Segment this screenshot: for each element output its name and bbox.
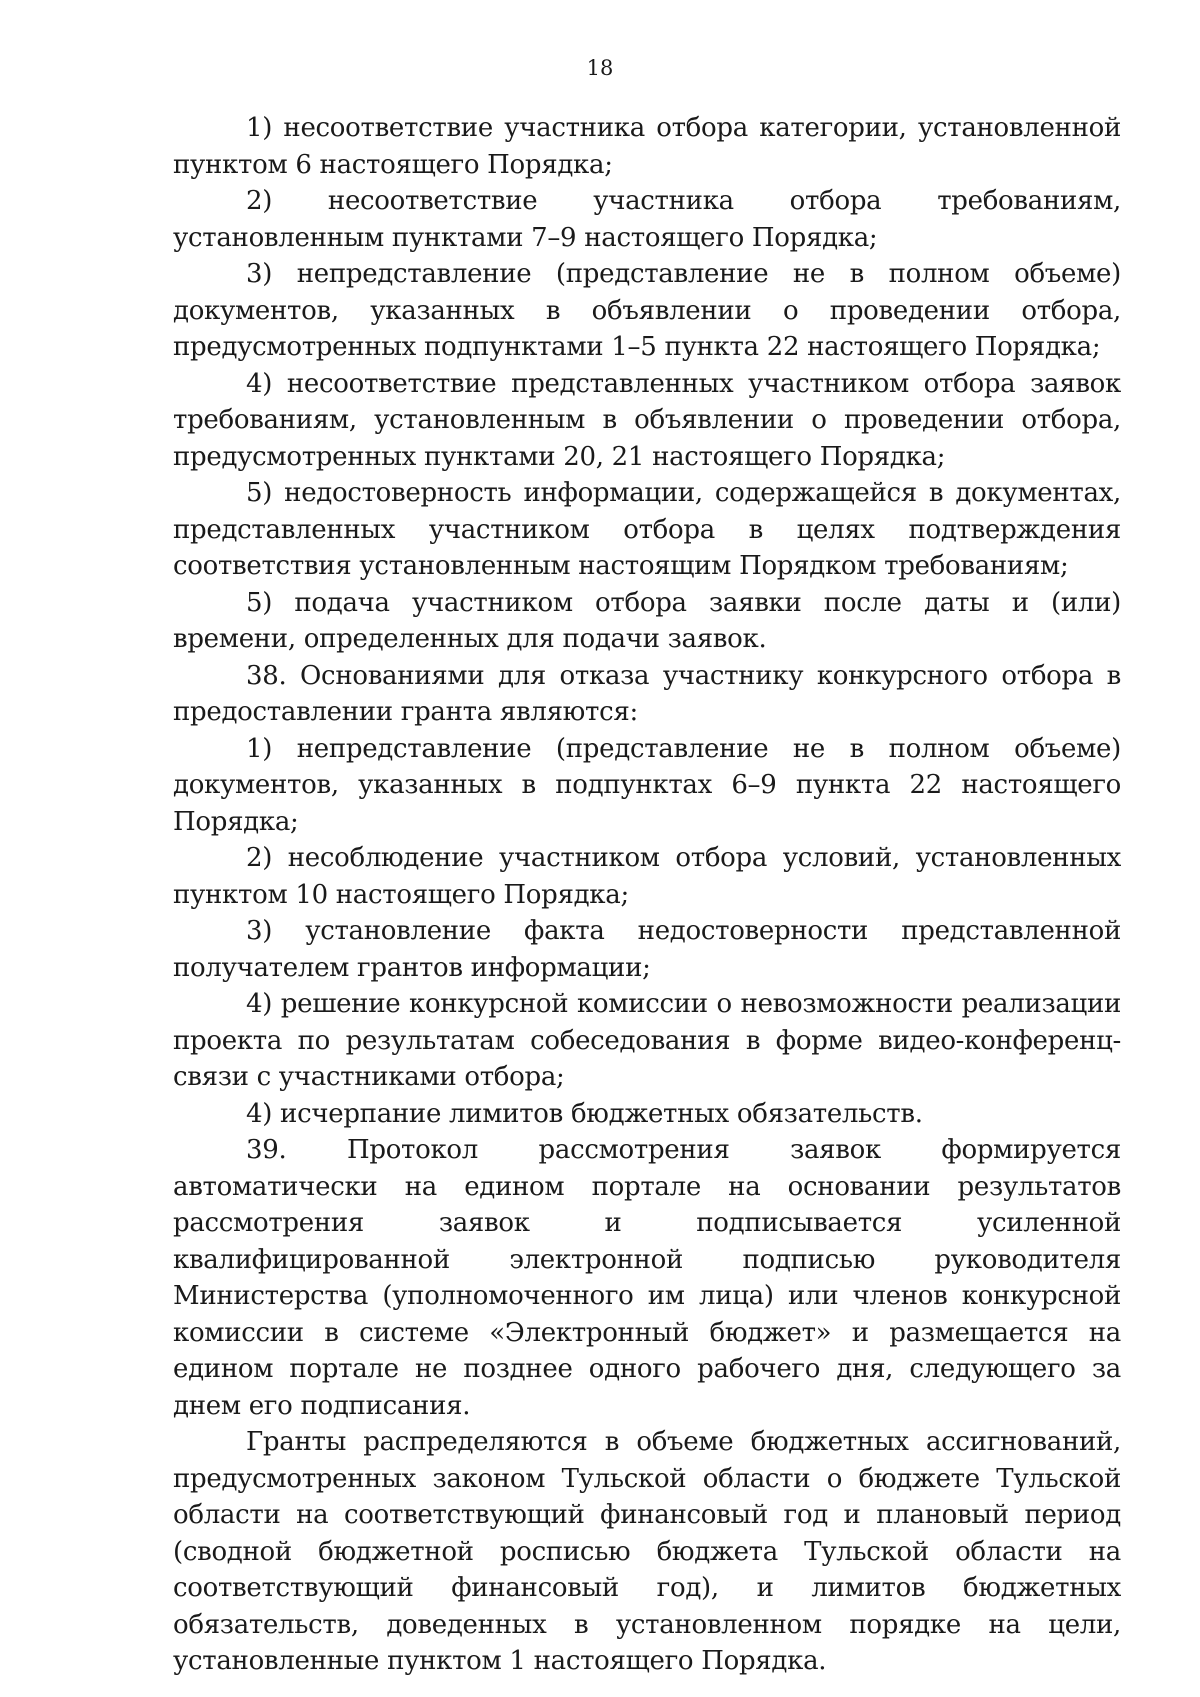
paragraph-item-1-missing-documents: 1) непредставление (представление не в полном объеме) документов, указанных в подпунктах 6–9 пункта 22 настоящего Порядка; [173,733,1121,837]
paragraph-clause-39: 39. Протокол рассмотрения заявок формируется автоматически на едином портале на основании результатов рассмотрения заявок и подписывается усиленной квалифицированной электронной подписью руководителя Министерства (уполномоченного им лица) или членов конкурсной комиссии в системе «Электронный бюджет» и размещается на едином портале не позднее одного рабочего дня, следующего за днем его подписания. [173,1135,1121,1421]
paragraph-item-2-requirements-mismatch: 2) несоответствие участника отбора требованиям, установленным пунктами 7–9 настоящего Порядка; [173,186,1121,253]
paragraph-clause-38: 38. Основаниями для отказа участнику конкурсного отбора в предоставлении гранта являются: [173,660,1121,727]
paragraph-grants-distribution: Гранты распределяются в объеме бюджетных ассигнований, предусмотренных законом Тульской области о бюджете Тульской области на соответствующий финансовый год и плановый период (сводной бюджетной росписью бюджета Тульской области на соответствующий финансовый год), и лимитов бюджетных обязательств, доведенных в установленном порядке на цели, установленные пунктом 1 настоящего Порядка. [173,1427,1121,1676]
paragraph-item-4-application-mismatch: 4) несоответствие представленных участником отбора заявок требованиям, установленным в объявлении о проведении отбора, предусмотренных пунктами 20, 21 настоящего Порядка; [173,368,1121,472]
paragraph-item-5-late-submission: 5) подача участником отбора заявки после даты и (или) времени, определенных для подачи заявок. [173,587,1121,654]
paragraph-item-4-commission-decision: 4) решение конкурсной комиссии о невозможности реализации проекта по результатам собеседования в форме видео-конференц-связи с участниками отбора; [173,989,1121,1092]
paragraph-item-3-unreliable-info: 3) установление факта недостоверности представленной получателем грантов информации; [173,916,1121,983]
paragraph-item-3-missing-documents: 3) непредставление (представление не в полном объеме) документов, указанных в объявлении о проведении отбора, предусмотренных подпунктами 1–5 пункта 22 настоящего Порядка; [173,259,1121,362]
paragraph-item-1-category-mismatch: 1) несоответствие участника отбора категории, установленной пунктом 6 настоящего Порядка; [173,113,1121,180]
page-number: 18 [586,56,614,80]
paragraph-item-4-limits-exhausted: 4) исчерпание лимитов бюджетных обязательств. [246,1098,923,1129]
paragraph-item-2-conditions-not-met: 2) несоблюдение участником отбора условий, установленных пунктом 10 настоящего Порядка; [173,843,1121,910]
document-body [173,110,1121,1680]
paragraph-item-5-unreliable-info: 5) недостоверность информации, содержащейся в документах, представленных участником отбора в целях подтверждения соответствия установленным настоящим Порядком требованиям; [173,478,1121,581]
